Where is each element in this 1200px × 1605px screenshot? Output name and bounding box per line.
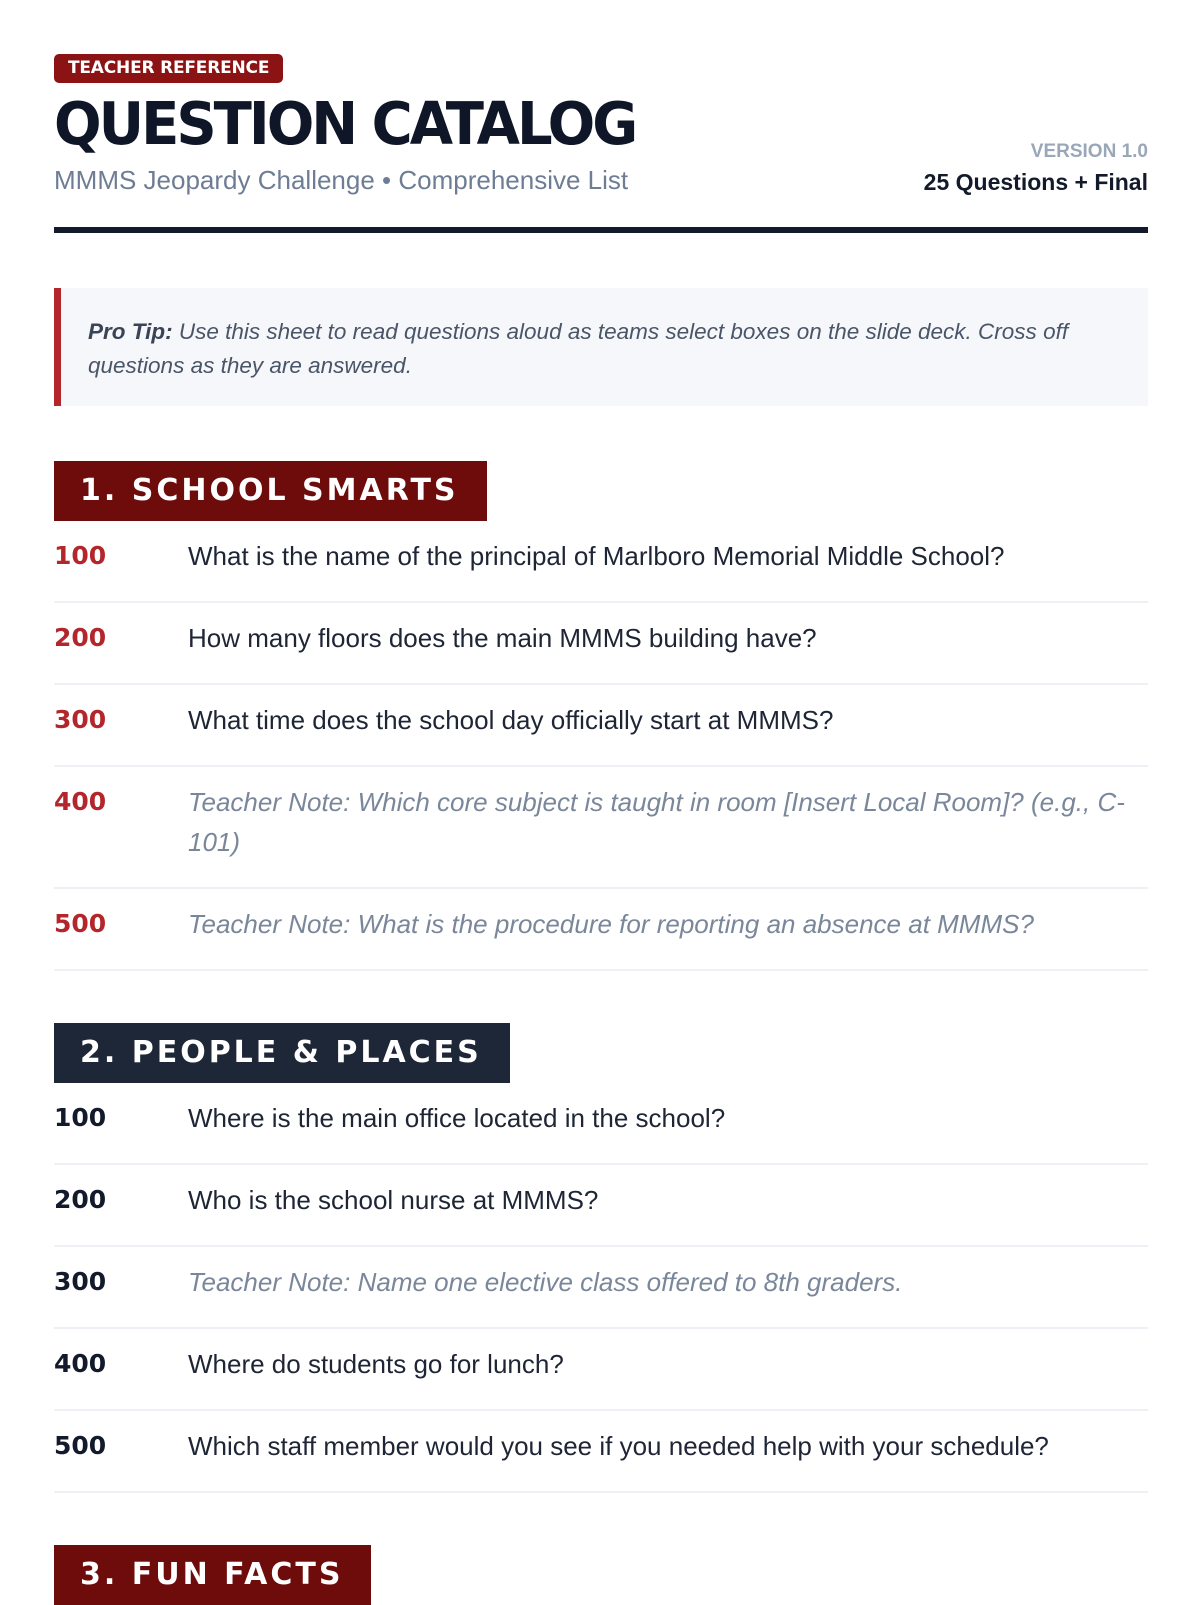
point-value: 300	[54, 1267, 107, 1296]
pro-tip-text: Use this sheet to read questions aloud as teams select boxes on the slide deck. Cross off questions as they are answered.	[88, 319, 1069, 378]
version-info	[924, 141, 1148, 196]
question-row	[54, 685, 1148, 767]
question-count: 25 Questions + Final	[923, 169, 1148, 195]
category-heading: 2. PEOPLE & PLACES	[54, 1023, 510, 1083]
teacher-reference-badge: TEACHER REFERENCE	[54, 54, 283, 83]
teacher-note-text: Teacher Note: Which core subject is taught in room [Insert Local Room]? (e.g., C-101)	[188, 787, 1125, 857]
version-label: VERSION 1.0	[1030, 141, 1148, 162]
question-row	[54, 521, 1148, 603]
point-value: 300	[54, 705, 107, 734]
teacher-note-text: Teacher Note: What is the procedure for reporting an absence at MMMS?	[188, 909, 1034, 939]
teacher-note-text: Teacher Note: Name one elective class offered to 8th graders.	[188, 1267, 903, 1297]
point-value: 100	[54, 541, 107, 570]
question-text: Where do students go for lunch?	[188, 1349, 564, 1379]
header-divider	[54, 227, 1148, 233]
point-value: 400	[54, 1349, 107, 1378]
point-value: 400	[54, 787, 107, 816]
category-heading: 1. SCHOOL SMARTS	[54, 461, 487, 521]
pro-tip-label: Pro Tip:	[88, 319, 173, 344]
point-value: 200	[54, 1185, 107, 1214]
question-text: Where is the main office located in the school?	[188, 1103, 726, 1133]
question-row	[54, 1247, 1148, 1329]
pro-tip-callout	[54, 288, 1148, 406]
question-row	[54, 1411, 1148, 1493]
point-value: 500	[54, 1431, 107, 1460]
page-title: QUESTION CATALOG	[54, 90, 636, 159]
question-text: Who is the school nurse at MMMS?	[188, 1185, 599, 1215]
question-row	[54, 889, 1148, 971]
question-text: What is the name of the principal of Marlboro Memorial Middle School?	[188, 541, 1005, 571]
category-heading: 3. FUN FACTS	[54, 1545, 371, 1605]
question-row	[54, 1165, 1148, 1247]
question-text: Which staff member would you see if you needed help with your schedule?	[188, 1431, 1049, 1461]
point-value: 100	[54, 1103, 107, 1132]
question-row	[54, 1329, 1148, 1411]
page-subtitle: MMMS Jeopardy Challenge • Comprehensive List	[54, 165, 629, 195]
question-row	[54, 603, 1148, 685]
question-text: What time does the school day officially start at MMMS?	[188, 705, 834, 735]
question-row	[54, 1083, 1148, 1165]
point-value: 500	[54, 909, 107, 938]
category-school-smarts	[54, 461, 1148, 971]
category-fun-facts	[54, 1545, 1148, 1605]
question-row	[54, 767, 1148, 889]
point-value: 200	[54, 623, 107, 652]
question-text: How many floors does the main MMMS building have?	[188, 623, 817, 653]
category-people-places	[54, 1023, 1148, 1493]
